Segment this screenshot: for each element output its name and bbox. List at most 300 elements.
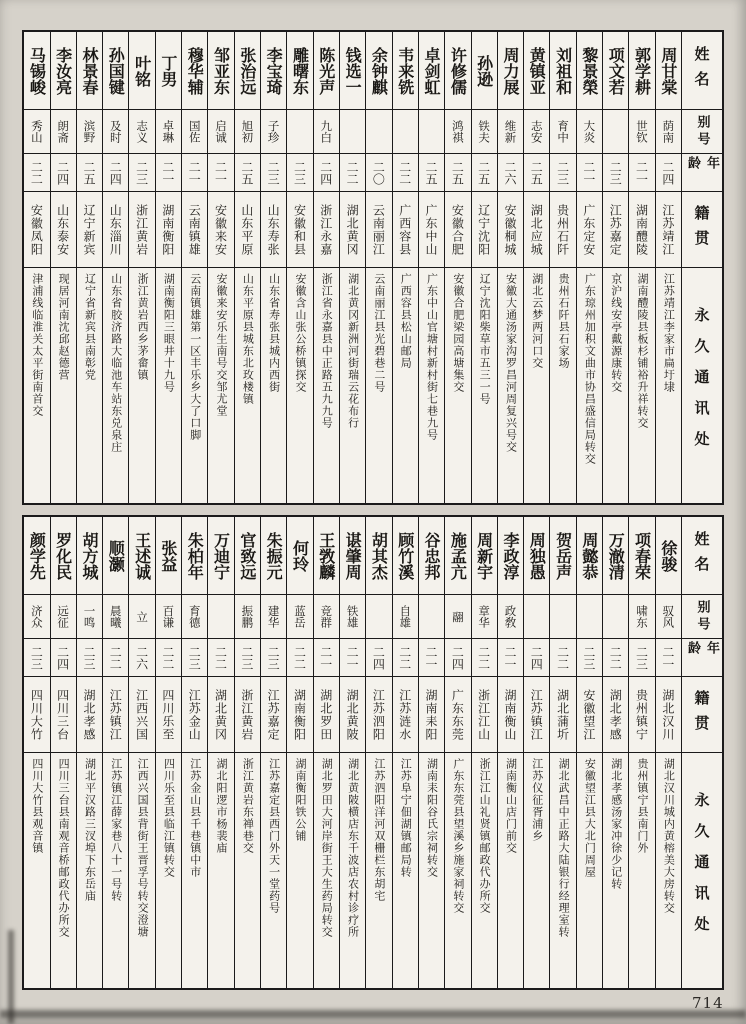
person-age: 二三 xyxy=(577,639,602,677)
person-alias: 志义 xyxy=(129,110,154,154)
person-alias: 鸿祺 xyxy=(445,110,470,154)
person-address: 京沪线安亭戴源康转交 xyxy=(609,273,623,393)
person-native-place: 江苏涟水 xyxy=(393,677,418,753)
person-native-place: 广西容县 xyxy=(393,192,418,268)
person-age: 二一 xyxy=(208,154,233,192)
person-age: 二三 xyxy=(261,639,286,677)
person-alias xyxy=(603,595,628,639)
person-column xyxy=(286,517,312,988)
person-native-place: 湖南衡阳 xyxy=(156,192,181,268)
person-address: 津浦线临淮关太平街南首交 xyxy=(30,273,44,417)
person-column xyxy=(497,517,523,988)
person-alias: 一鸣 xyxy=(77,595,102,639)
person-alias: 育德 xyxy=(182,595,207,639)
person-age: 二四 xyxy=(51,639,76,677)
person-native-place: 江苏嘉定 xyxy=(603,192,628,268)
person-column xyxy=(628,32,654,503)
person-column xyxy=(602,32,628,503)
person-column xyxy=(576,32,602,503)
scan-artifact-bottom-edge xyxy=(0,1010,746,1018)
person-alias: 百谦 xyxy=(156,595,181,639)
person-age: 二二 xyxy=(393,639,418,677)
person-alias xyxy=(366,595,391,639)
person-age: 二五 xyxy=(235,154,260,192)
person-native-place: 山东平原 xyxy=(235,192,260,268)
person-alias: 维新 xyxy=(498,110,523,154)
person-native-place: 山东寿张 xyxy=(261,192,286,268)
person-native-place: 云南丽江 xyxy=(366,192,391,268)
person-name: 林景春 xyxy=(77,32,102,110)
person-column xyxy=(102,517,128,988)
person-alias: 卓琳 xyxy=(156,110,181,154)
person-native-place: 湖北蒲圻 xyxy=(550,677,575,753)
person-column xyxy=(207,32,233,503)
person-address: 贵州石阡县石家场 xyxy=(557,273,571,369)
person-age: 二四 xyxy=(103,154,128,192)
person-name: 郭学耕 xyxy=(629,32,654,110)
person-column xyxy=(602,517,628,988)
person-alias: 立 xyxy=(129,595,154,639)
person-age: 二五 xyxy=(524,154,549,192)
person-native-place: 四川大竹 xyxy=(24,677,49,753)
person-alias xyxy=(208,595,233,639)
person-alias: 政敎 xyxy=(498,595,523,639)
person-name: 周甘棠 xyxy=(656,32,681,110)
person-address: 湖南衡山店门前交 xyxy=(504,758,518,854)
person-address: 浙江江山礼贤镇邮政代办所交 xyxy=(478,758,492,914)
person-address: 四川乐至县临江镇转交 xyxy=(162,758,176,878)
person-column xyxy=(128,32,154,503)
person-native-place: 辽宁新宾 xyxy=(77,192,102,268)
person-alias: 秀山 xyxy=(24,110,49,154)
person-column xyxy=(313,32,339,503)
person-alias xyxy=(287,110,312,154)
person-column xyxy=(628,517,654,988)
person-column xyxy=(471,517,497,988)
person-column xyxy=(576,517,602,988)
person-address: 四川大竹县观音镇 xyxy=(30,758,44,854)
directory-table-bottom xyxy=(22,515,724,990)
person-name: 何玲 xyxy=(287,517,312,595)
person-address: 湖北阳逻市杨裴庙 xyxy=(215,758,229,854)
person-alias: 及时 xyxy=(103,110,128,154)
person-address: 安徽大通汤家沟罗昌河周复兴号交 xyxy=(504,273,518,453)
person-address: 辽宁沈阳柴草市五三一号 xyxy=(478,273,492,405)
person-native-place: 湖北黄陂 xyxy=(340,677,365,753)
person-name: 黄镇亚 xyxy=(524,32,549,110)
person-native-place: 江西兴国 xyxy=(129,677,154,753)
person-alias: 朗斋 xyxy=(51,110,76,154)
person-age: 二二 xyxy=(393,154,418,192)
person-name: 朱柏年 xyxy=(182,517,207,595)
header-native: 籍贯 xyxy=(682,677,722,753)
person-name: 颜学先 xyxy=(24,517,49,595)
person-address: 安徽来安乐生南号交邹尤堂 xyxy=(215,273,229,417)
person-column xyxy=(155,517,181,988)
person-native-place: 广东东莞 xyxy=(445,677,470,753)
person-alias: 驭风 xyxy=(656,595,681,639)
person-address: 湖南醴陵县板杉铺裕升祥转交 xyxy=(636,273,650,429)
person-column xyxy=(418,32,444,503)
person-address: 江苏泗阳洋河双栅栏东胡宅 xyxy=(372,758,386,902)
person-age: 二二 xyxy=(603,639,628,677)
person-age: 二四 xyxy=(314,154,339,192)
person-name: 刘祖和 xyxy=(550,32,575,110)
person-native-place: 四川三台 xyxy=(51,677,76,753)
person-native-place: 安徽来安 xyxy=(208,192,233,268)
person-name: 万迪宁 xyxy=(208,517,233,595)
person-column xyxy=(234,32,260,503)
person-name: 李政淳 xyxy=(498,517,523,595)
person-address: 山东省胶济路大临池车站东兑泉庄 xyxy=(109,273,123,453)
person-name: 张治远 xyxy=(235,32,260,110)
person-native-place: 浙江黄岩 xyxy=(235,677,260,753)
person-address: 广东中山官塘村新村街七巷九号 xyxy=(425,273,439,441)
person-name: 官致远 xyxy=(235,517,260,595)
header-name: 姓名 xyxy=(682,32,722,110)
person-name: 叶铭 xyxy=(129,32,154,110)
person-column xyxy=(339,32,365,503)
person-address: 湖北黄陂横店东千波店农村诊疗所 xyxy=(346,758,360,938)
person-column xyxy=(181,32,207,503)
person-age: 二二 xyxy=(472,639,497,677)
person-address: 云南镇雄第一区丰乐乡大了口脚 xyxy=(188,273,202,441)
person-column xyxy=(76,517,102,988)
person-native-place: 云南镇雄 xyxy=(182,192,207,268)
person-native-place: 安徽凤阳 xyxy=(24,192,49,268)
person-alias xyxy=(603,110,628,154)
person-alias: 九白 xyxy=(314,110,339,154)
person-alias xyxy=(419,595,444,639)
person-address: 现居河南沈邱赵德营 xyxy=(57,273,71,381)
person-name: 施孟亢 xyxy=(445,517,470,595)
person-address: 湖北孝感汤家冲徐少记转 xyxy=(609,758,623,890)
person-native-place: 湖南衡阳 xyxy=(287,677,312,753)
person-native-place: 湖北汉川 xyxy=(656,677,681,753)
person-name: 孙逊 xyxy=(472,32,497,110)
person-native-place: 贵州石阡 xyxy=(550,192,575,268)
person-column xyxy=(50,517,76,988)
person-column xyxy=(523,32,549,503)
person-age: 二三 xyxy=(550,154,575,192)
person-address: 浙江省永嘉县中正路五九九号 xyxy=(320,273,334,429)
person-alias: 远征 xyxy=(51,595,76,639)
person-alias: 济众 xyxy=(24,595,49,639)
person-alias xyxy=(550,595,575,639)
person-native-place: 安徽望江 xyxy=(577,677,602,753)
person-name: 马锡峻 xyxy=(24,32,49,110)
person-column xyxy=(444,32,470,503)
person-column xyxy=(128,517,154,988)
person-age: 二一 xyxy=(577,154,602,192)
person-address: 广东东莞县望溪乡施家祠转交 xyxy=(451,758,465,914)
person-name: 周力展 xyxy=(498,32,523,110)
person-age: 二五 xyxy=(77,154,102,192)
person-name: 徐骏 xyxy=(656,517,681,595)
person-alias xyxy=(577,595,602,639)
person-name: 顾竹溪 xyxy=(393,517,418,595)
person-name: 韦来铣 xyxy=(393,32,418,110)
person-alias xyxy=(366,110,391,154)
person-native-place: 广东定安 xyxy=(577,192,602,268)
person-age: 二二 xyxy=(156,639,181,677)
person-alias: 育中 xyxy=(550,110,575,154)
person-name: 李宝琦 xyxy=(261,32,286,110)
header-address: 永久通讯处 xyxy=(692,307,711,462)
person-age: 二一 xyxy=(629,154,654,192)
person-address: 湖南耒阳谷氏宗祠转交 xyxy=(425,758,439,878)
person-column xyxy=(339,517,365,988)
person-alias xyxy=(393,110,418,154)
person-native-place: 江苏镇江 xyxy=(524,677,549,753)
person-address: 四川三台县南观音桥邮政代办所交 xyxy=(57,758,71,938)
person-column xyxy=(549,32,575,503)
person-age: 二二 xyxy=(208,639,233,677)
person-address: 浙江黄岩西乡茅畲镇 xyxy=(136,273,150,381)
header-name: 姓名 xyxy=(682,517,722,595)
columns-bottom xyxy=(24,517,722,988)
person-native-place: 湖北孝感 xyxy=(603,677,628,753)
person-alias: 章华 xyxy=(472,595,497,639)
person-address: 广东琼州加积文曲市协昌盛信局转交 xyxy=(583,273,597,465)
person-name: 许修儒 xyxy=(445,32,470,110)
person-column xyxy=(207,517,233,988)
person-age: 二二 xyxy=(340,154,365,192)
person-name: 贺岳声 xyxy=(550,517,575,595)
person-column xyxy=(655,32,681,503)
person-alias: 大炎 xyxy=(577,110,602,154)
person-address: 江苏阜宁佃湖镇邮局转 xyxy=(399,758,413,878)
person-native-place: 安徽和县 xyxy=(287,192,312,268)
header-address: 永久通讯处 xyxy=(692,792,711,947)
person-native-place: 湖北黄冈 xyxy=(208,677,233,753)
person-address: 浙江黄岩东禅巷交 xyxy=(241,758,255,854)
person-alias: 铁雄 xyxy=(340,595,365,639)
person-age: 二一 xyxy=(498,639,523,677)
person-age: 二三 xyxy=(24,639,49,677)
person-name: 钱选一 xyxy=(340,32,365,110)
header-alias: 别号 xyxy=(682,110,722,154)
person-name: 雕曙东 xyxy=(287,32,312,110)
person-name: 胡方城 xyxy=(77,517,102,595)
header-age: 年龄 xyxy=(682,154,722,192)
person-column xyxy=(181,517,207,988)
header-alias: 别号 xyxy=(682,595,722,639)
person-name: 项文若 xyxy=(603,32,628,110)
page-number: 714 xyxy=(692,994,724,1012)
person-name: 顺灏 xyxy=(103,517,128,595)
person-address: 安徽含山张公桥镇探交 xyxy=(293,273,307,393)
person-native-place: 浙江永嘉 xyxy=(314,192,339,268)
person-name: 陈光声 xyxy=(314,32,339,110)
person-address: 江苏镇江薛家巷八十一号转 xyxy=(109,758,123,902)
person-name: 穆华辅 xyxy=(182,32,207,110)
person-age: 二三 xyxy=(603,154,628,192)
person-name: 黎景榮 xyxy=(577,32,602,110)
person-column xyxy=(471,32,497,503)
person-name: 周独愚 xyxy=(524,517,549,595)
person-address: 湖北黄冈新洲河街瑞云花布行 xyxy=(346,273,360,429)
person-address: 山东省寿张县城内西街 xyxy=(267,273,281,393)
person-age: 二四 xyxy=(51,154,76,192)
person-column xyxy=(655,517,681,988)
person-name: 张益 xyxy=(156,517,181,595)
person-address: 湖南衡阳铁公铺 xyxy=(293,758,307,842)
person-column xyxy=(392,517,418,988)
person-age: 二六 xyxy=(498,154,523,192)
person-native-place: 湖北黄冈 xyxy=(340,192,365,268)
person-name: 邹亚东 xyxy=(208,32,233,110)
person-name: 丁男 xyxy=(156,32,181,110)
person-name: 李汝亮 xyxy=(51,32,76,110)
header-column xyxy=(681,32,722,503)
person-alias: 旭初 xyxy=(235,110,260,154)
person-age: 二一 xyxy=(156,154,181,192)
person-address: 江苏靖江李家市扁圩埭 xyxy=(662,273,676,393)
person-age: 二二 xyxy=(287,639,312,677)
person-alias: 国佐 xyxy=(182,110,207,154)
person-native-place: 湖南衡山 xyxy=(498,677,523,753)
person-column xyxy=(286,32,312,503)
person-column xyxy=(155,32,181,503)
person-native-place: 四川乐至 xyxy=(156,677,181,753)
person-alias: 世钦 xyxy=(629,110,654,154)
person-address: 贵州镇宁县南门外 xyxy=(636,758,650,854)
header-native: 籍贯 xyxy=(682,192,722,268)
person-age: 二二 xyxy=(103,639,128,677)
person-age: 二五 xyxy=(419,154,444,192)
person-name: 谌肇周 xyxy=(340,517,365,595)
person-native-place: 广东中山 xyxy=(419,192,444,268)
person-native-place: 湖南耒阳 xyxy=(419,677,444,753)
person-age: 二三 xyxy=(235,639,260,677)
person-age: 二二 xyxy=(550,639,575,677)
person-age: 二一 xyxy=(340,639,365,677)
person-address: 山东平原县城东北玫楼镇 xyxy=(241,273,255,405)
person-name: 万澈清 xyxy=(603,517,628,595)
person-address: 江苏仪征胥浦乡 xyxy=(530,758,544,842)
person-column xyxy=(24,32,49,503)
person-alias: 荫南 xyxy=(656,110,681,154)
person-age: 二三 xyxy=(261,154,286,192)
person-alias: 竞群 xyxy=(314,595,339,639)
person-address: 安徽望江县大北门周屋 xyxy=(583,758,597,878)
person-native-place: 江苏嘉定 xyxy=(261,677,286,753)
person-native-place: 山东泰安 xyxy=(51,192,76,268)
person-name: 罗化民 xyxy=(51,517,76,595)
person-alias: 啸东 xyxy=(629,595,654,639)
person-age: 二五 xyxy=(445,154,470,192)
person-address: 湖北武昌中正路大陆银行经理室转 xyxy=(557,758,571,938)
person-address: 湖北云梦两河口交 xyxy=(530,273,544,369)
person-age: 二三 xyxy=(77,639,102,677)
person-age: 二四 xyxy=(445,639,470,677)
person-address: 江苏嘉定县西门外天一堂药号 xyxy=(267,758,281,914)
person-native-place: 辽宁沈阳 xyxy=(472,192,497,268)
person-address: 湖北平汉路三汊埠下东岳庙 xyxy=(83,758,97,902)
person-name: 孙国键 xyxy=(103,32,128,110)
person-name: 周新宇 xyxy=(472,517,497,595)
directory-table-top xyxy=(22,30,724,505)
person-name: 余钟麒 xyxy=(366,32,391,110)
person-native-place: 浙江江山 xyxy=(472,677,497,753)
person-alias: 蓝岳 xyxy=(287,595,312,639)
person-age: 二五 xyxy=(472,154,497,192)
person-alias xyxy=(524,595,549,639)
person-native-place: 贵州镇宁 xyxy=(629,677,654,753)
person-address: 江苏金山县千巷镇中市 xyxy=(188,758,202,878)
person-age: 二一 xyxy=(182,154,207,192)
person-native-place: 江苏泗阳 xyxy=(366,677,391,753)
person-native-place: 湖南醴陵 xyxy=(629,192,654,268)
person-address: 辽宁省新宾县南彰党 xyxy=(83,273,97,381)
person-column xyxy=(365,32,391,503)
person-native-place: 山东淄川 xyxy=(103,192,128,268)
person-age: 二〇 xyxy=(366,154,391,192)
person-age: 二一 xyxy=(419,639,444,677)
person-column xyxy=(260,517,286,988)
person-name: 谷忠邦 xyxy=(419,517,444,595)
person-name: 周懿恭 xyxy=(577,517,602,595)
person-age: 二一 xyxy=(314,639,339,677)
person-age: 二三 xyxy=(129,154,154,192)
person-column xyxy=(313,517,339,988)
person-alias xyxy=(419,110,444,154)
person-native-place: 安徽桐城 xyxy=(498,192,523,268)
header-column xyxy=(681,517,722,988)
person-alias: 振鹏 xyxy=(235,595,260,639)
person-name: 胡其杰 xyxy=(366,517,391,595)
person-alias: 建华 xyxy=(261,595,286,639)
person-column xyxy=(418,517,444,988)
person-column xyxy=(234,517,260,988)
person-age: 二三 xyxy=(182,639,207,677)
person-column xyxy=(24,517,49,988)
person-name: 王敩麟 xyxy=(314,517,339,595)
person-age: 二四 xyxy=(656,154,681,192)
person-alias xyxy=(340,110,365,154)
person-address: 湖北罗田大河岸街王大生药局转交 xyxy=(320,758,334,938)
person-age: 二六 xyxy=(129,639,154,677)
person-native-place: 安徽合肥 xyxy=(445,192,470,268)
person-alias: 滨野 xyxy=(77,110,102,154)
person-column xyxy=(444,517,470,988)
person-native-place: 江苏金山 xyxy=(182,677,207,753)
person-address: 湖南衡阳三眼井十九号 xyxy=(162,273,176,393)
person-name: 项春荣 xyxy=(629,517,654,595)
person-column xyxy=(523,517,549,988)
person-alias: 子珍 xyxy=(261,110,286,154)
person-alias: 志安 xyxy=(524,110,549,154)
person-age: 二四 xyxy=(524,639,549,677)
person-alias: 启诚 xyxy=(208,110,233,154)
person-age: 二三 xyxy=(629,639,654,677)
person-name: 王述诚 xyxy=(129,517,154,595)
person-address: 湖北汉川城内黄榕美大房转交 xyxy=(662,758,676,914)
person-column xyxy=(102,32,128,503)
person-address: 江西兴国县背街王晋孚号转交澄塘 xyxy=(136,758,150,938)
person-alias: 翮 xyxy=(445,595,470,639)
person-name: 朱振元 xyxy=(261,517,286,595)
person-column xyxy=(76,32,102,503)
person-address: 广西容县松山邮局 xyxy=(399,273,413,369)
person-address: 云南丽江县光碧巷二号 xyxy=(372,273,386,393)
person-native-place: 江苏镇江 xyxy=(103,677,128,753)
person-name: 卓剑虹 xyxy=(419,32,444,110)
person-column xyxy=(365,517,391,988)
person-native-place: 湖北罗田 xyxy=(314,677,339,753)
person-native-place: 湖北孝感 xyxy=(77,677,102,753)
